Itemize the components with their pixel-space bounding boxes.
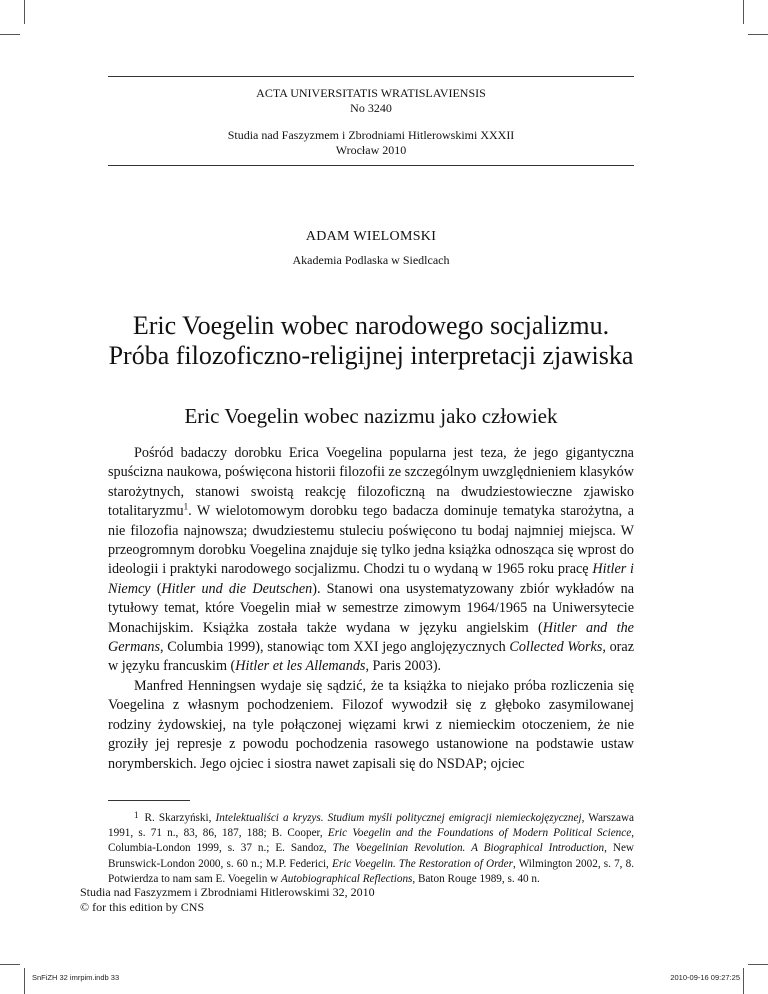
header-rule-top xyxy=(108,76,634,77)
series-title: Studia nad Faszyzmem i Zbrodniami Hitlerowskimi XXXII xyxy=(227,128,515,142)
print-slug-datetime: 2010-09-16 09:27:25 xyxy=(670,973,740,982)
footnote-ref: 1 xyxy=(183,501,189,512)
crop-mark xyxy=(0,34,20,35)
author-affiliation: Akademia Podlaska w Siedlcach xyxy=(292,253,450,267)
article-title-line-2: Próba filozoficzno-religijnej interpretacji zjawiska xyxy=(108,341,634,370)
place-year: Wrocław 2010 xyxy=(335,143,407,157)
section-heading: Eric Voegelin wobec nazizmu jako człowiek xyxy=(184,404,558,428)
crop-mark xyxy=(748,34,768,35)
crop-mark xyxy=(743,0,744,24)
print-slug-file: SnFiZH 32 imrpim.indb 33 xyxy=(32,973,120,982)
crop-mark xyxy=(24,0,25,24)
footnote-rule xyxy=(108,800,190,801)
footnote: $^1$ R. Skarzyński, Intelektualiści a kryzys. Studium myśli politycznej emigracji niemieckojęzycznej, Warszawa 1991, s. 71 n., 83, 86, 187, 188; B. Cooper, Eric Voegelin and the Foundations of Modern Political Science, Columbia-London 1999, s. 37 n.; E. Sandoz, The Voegelinian Revolution. A Biographical Introduction, New Brunswick-London 2000, s. 60 n.; M.P. Federici, Eric Voegelin. The Restoration of Order, Wilmington 2002, s. 7, 8. Potwierdza to nam sam E. Voegelin w Autobiographical Reflections, Baton Rouge 1989, s. 40 n. xyxy=(108,810,634,885)
colophon-line-1: Studia nad Faszyzmem i Zbrodniami Hitlerowskimi 32, 2010 xyxy=(80,885,375,899)
footnote-mark: 1 xyxy=(134,810,139,820)
crop-mark xyxy=(24,968,25,994)
journal-name: ACTA UNIVERSITATIS WRATISLAVIENSIS xyxy=(256,86,486,100)
crop-mark xyxy=(748,964,768,965)
paragraph-1: Pośród badaczy dorobku Erica Voegelina popularna jest teza, że jego gigantyczna spuścizna naukowa, poświęcona historii filozofii ze szczególnym uwzględnieniem klasyków starożytnych, stanowi swoistą reakcję filozoficzną na dwudziestowieczne zjawisko totalitaryzmu$^1$. W wielotomowym dorobku tego badacza dominuje tematyka starożytna, a nie filozofia najnowsza; dwudziestemu stuleciu poświęcono tu bodaj najmniej miejsca. W przeogromnym dorobku Voegelina znajduje się tylko jedna książka odnosząca się wprost do ideologii i praktyki narodowego socjalizmu. Chodzi tu o wydaną w 1965 roku pracę Hitler i Niemcy (Hitler und die Deutschen). Stanowi ona usystematyzowany zbiór wykładów na tytułowy temat, które Voegelin miał w semestrze zimowym 1964/1965 na Uniwersytecie Monachijskim. Książka została także wydana w języku angielskim (Hitler and the Germans, Columbia 1999), stanowiąc tom XXI jego anglojęzycznych Collected Works, oraz w języku francuskim (Hitler et les Allemands, Paris 2003). xyxy=(108,445,634,675)
crop-mark xyxy=(0,964,20,965)
colophon-line-2: © for this edition by CNS xyxy=(80,900,205,914)
article-title xyxy=(108,311,634,371)
article-title-line-1: Eric Voegelin wobec narodowego socjalizmu. xyxy=(132,311,610,340)
body-text xyxy=(108,444,634,774)
colophon xyxy=(80,885,375,915)
paragraph-2: Manfred Henningsen wydaje się sądzić, że ta książka to niejako próba rozliczenia się Voegelina z własnym pochodzeniem. Filozof wywodził się z głęboko zasymilowanej rodziny żydowskiej, na tyle połączonej więzami krwi z niemieckim otoczeniem, że nie groziły jej represje z powodu pochodzenia rasowego ustanowione na podstawie ustaw norymberskich. Jego ojciec i siostra nawet zapisali się do NSDAP; ojciec xyxy=(108,677,634,772)
journal-number: No 3240 xyxy=(350,101,392,115)
author-name: ADAM WIELOMSKI xyxy=(305,229,437,244)
crop-mark xyxy=(743,968,744,994)
header-rule-bottom xyxy=(108,165,634,166)
